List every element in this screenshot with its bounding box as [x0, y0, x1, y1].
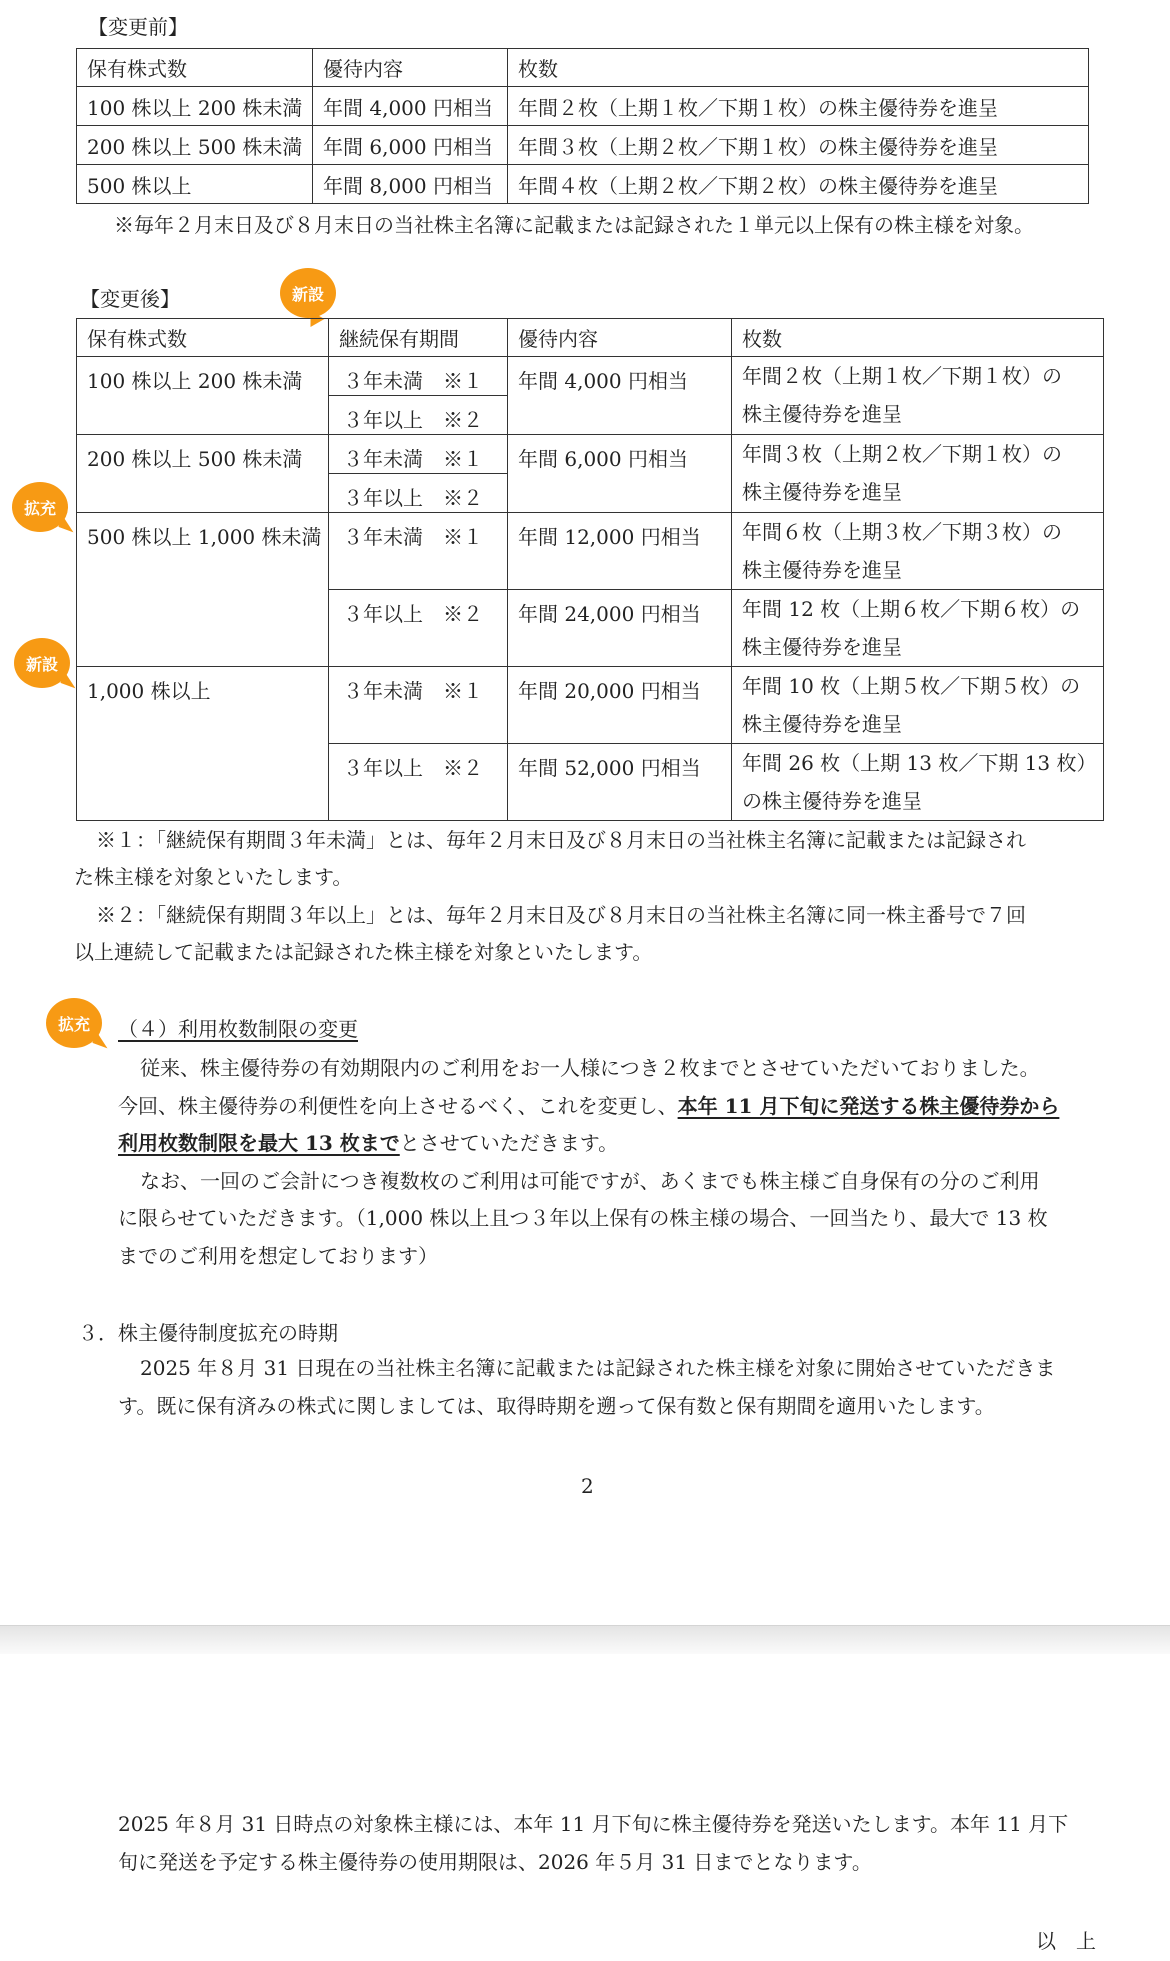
text-line [118, 1125, 1059, 1163]
after-table [76, 318, 1104, 821]
header-cell: 保有株式数 [77, 49, 313, 87]
new-badge: 新設 [14, 638, 70, 688]
before-heading: 【変更前】 [88, 15, 188, 39]
table-cell: 年間 8,000 円相当 [313, 165, 508, 204]
shares-cell: 500 株以上 1,000 株未満 [77, 513, 329, 667]
count-line: 年間 26 枚（上期 13 枚／下期 13 枚） [742, 751, 1097, 775]
table-cell: 年間 6,000 円相当 [313, 126, 508, 165]
count-line: 株主優待券を進呈 [742, 480, 902, 504]
text-line: までのご利用を想定しております） [118, 1243, 438, 1268]
count-cell [732, 744, 1104, 821]
before-note: ※毎年２月末日及び８月末日の当社株主名簿に記載または記録された１単元以上保有の株主様を対象。 [114, 213, 1034, 237]
table-row [77, 667, 1104, 744]
shares-cell: 200 株以上 500 株未満 [77, 435, 329, 513]
benefit-cell: 年間 4,000 円相当 [508, 357, 732, 435]
header-cell: 優待内容 [508, 319, 732, 357]
footnote-2: ※２：「継続保有期間３年以上」とは、毎年２月末日及び８月末日の当社株主名簿に同一株主番号で７回 [96, 903, 1026, 927]
benefit-cell: 年間 12,000 円相当 [508, 513, 732, 590]
period-cell: ３年未満 ※１ [329, 667, 508, 744]
count-line: 年間 12 枚（上期６枚／下期６枚）の [742, 597, 1081, 621]
period-cell: ３年以上 ※２ [329, 396, 508, 435]
emphasis-text: 利用枚数制限を最大 13 枚まで [118, 1131, 400, 1155]
header-cell: 枚数 [732, 319, 1104, 357]
count-cell [732, 435, 1104, 513]
benefit-cell: 年間 20,000 円相当 [508, 667, 732, 744]
table-cell: 年間４枚（上期２枚／下期２枚）の株主優待券を進呈 [508, 165, 1089, 204]
footnote-2-cont: 以上連続して記載または記録された株主様を対象といたします。 [74, 940, 653, 964]
table-row [77, 435, 1104, 474]
section-4-body [118, 1050, 1059, 1275]
count-line: 株主優待券を進呈 [742, 402, 902, 426]
count-cell [732, 590, 1104, 667]
table-header-row [77, 319, 1104, 357]
benefit-cell: 年間 52,000 円相当 [508, 744, 732, 821]
text-line: に限らせていただきます。（1,000 株以上且つ３年以上保有の株主様の場合、一回当たり、最大で 13 枚 [118, 1206, 1048, 1230]
document-page-2 [0, 1654, 1170, 1961]
period-cell: ３年未満 ※１ [329, 435, 508, 474]
table-cell: 年間３枚（上期２枚／下期１枚）の株主優待券を進呈 [508, 126, 1089, 165]
page-2-body [118, 1806, 1068, 1881]
section-4-title: （４）利用枚数制限の変更 [118, 1017, 358, 1041]
benefit-cell: 年間 6,000 円相当 [508, 435, 732, 513]
header-cell: 優待内容 [313, 49, 508, 87]
expand-badge: 拡充 [12, 482, 68, 532]
count-line: 年間３枚（上期２枚／下期１枚）の [742, 442, 1062, 466]
shares-cell: 100 株以上 200 株未満 [77, 357, 329, 435]
text-line: 従来、株主優待券の有効期限内のご利用をお一人様につき２枚までとさせていただいておりました。 [140, 1056, 1040, 1080]
count-line: 年間２枚（上期１枚／下期１枚）の [742, 364, 1062, 388]
benefit-cell: 年間 24,000 円相当 [508, 590, 732, 667]
count-line: の株主優待券を進呈 [742, 789, 922, 813]
footnote-1-cont: た株主様を対象といたします。 [74, 865, 353, 889]
table-row [77, 513, 1104, 590]
header-cell: 継続保有期間 [329, 319, 508, 357]
table-cell: 年間２枚（上期１枚／下期１枚）の株主優待券を進呈 [508, 87, 1089, 126]
text-line: す。既に保有済みの株式に関しましては、取得時期を遡って保有数と保有期間を適用いたします。 [118, 1393, 995, 1418]
count-line: 年間６枚（上期３枚／下期３枚）の [742, 520, 1062, 544]
table-cell: 200 株以上 500 株未満 [77, 126, 313, 165]
shares-cell: 1,000 株以上 [77, 667, 329, 821]
page-separator [0, 1625, 1170, 1655]
table-cell: 年間 4,000 円相当 [313, 87, 508, 126]
count-line: 株主優待券を進呈 [742, 635, 902, 659]
page-number: 2 [581, 1474, 594, 1498]
period-cell: ３年以上 ※２ [329, 590, 508, 667]
header-cell: 枚数 [508, 49, 1089, 87]
header-cell: 保有株式数 [77, 319, 329, 357]
after-heading: 【変更後】 [80, 287, 180, 311]
table-header-row [77, 49, 1089, 87]
footnote-line: ※１：「継続保有期間３年未満」とは、毎年２月末日及び８月末日の当社株主名簿に記載または記録され [96, 828, 1026, 852]
emphasis-text: 本年 11 月下旬に発送する株主優待券から [677, 1093, 1060, 1118]
table-row [77, 165, 1089, 204]
closing-text: 以 上 [1036, 1929, 1096, 1953]
table-row [77, 126, 1089, 165]
footnote-1 [96, 822, 1026, 859]
text-span: とさせていただきます。 [399, 1131, 619, 1155]
table-cell: 100 株以上 200 株未満 [77, 87, 313, 126]
count-cell [732, 513, 1104, 590]
count-line: 株主優待券を進呈 [742, 558, 902, 582]
new-badge: 新設 [280, 268, 336, 318]
text-line: 2025 年８月 31 日現在の当社株主名簿に記載または記録された株主様を対象に開始させていただきま [140, 1356, 1056, 1380]
text-line: 旬に発送を予定する株主優待券の使用期限は、2026 年５月 31 日までとなります。 [118, 1849, 872, 1874]
section-3-body [118, 1350, 1055, 1425]
text-line [118, 1088, 1059, 1126]
period-cell: ３年以上 ※２ [329, 744, 508, 821]
table-row [77, 357, 1104, 396]
count-cell [732, 357, 1104, 435]
section-3-title: ３．株主優待制度拡充の時期 [78, 1321, 338, 1345]
period-cell: ３年未満 ※１ [329, 513, 508, 590]
count-cell [732, 667, 1104, 744]
count-line: 株主優待券を進呈 [742, 712, 902, 736]
text-span: 今回、株主優待券の利便性を向上させるべく、これを変更し、 [118, 1093, 678, 1118]
text-line: 2025 年８月 31 日時点の対象株主様には、本年 11 月下旬に株主優待券を発送いたします。本年 11 月下 [118, 1812, 1069, 1836]
before-table [76, 48, 1089, 204]
text-line: なお、一回のご会計につき複数枚のご利用は可能ですが、あくまでも株主様ご自身保有の分のご利用 [140, 1168, 1040, 1193]
table-cell: 500 株以上 [77, 165, 313, 204]
count-line: 年間 10 枚（上期５枚／下期５枚）の [742, 674, 1081, 698]
period-cell: ３年以上 ※２ [329, 474, 508, 513]
period-cell: ３年未満 ※１ [329, 357, 508, 396]
table-row [77, 87, 1089, 126]
expand-badge: 拡充 [46, 998, 102, 1048]
